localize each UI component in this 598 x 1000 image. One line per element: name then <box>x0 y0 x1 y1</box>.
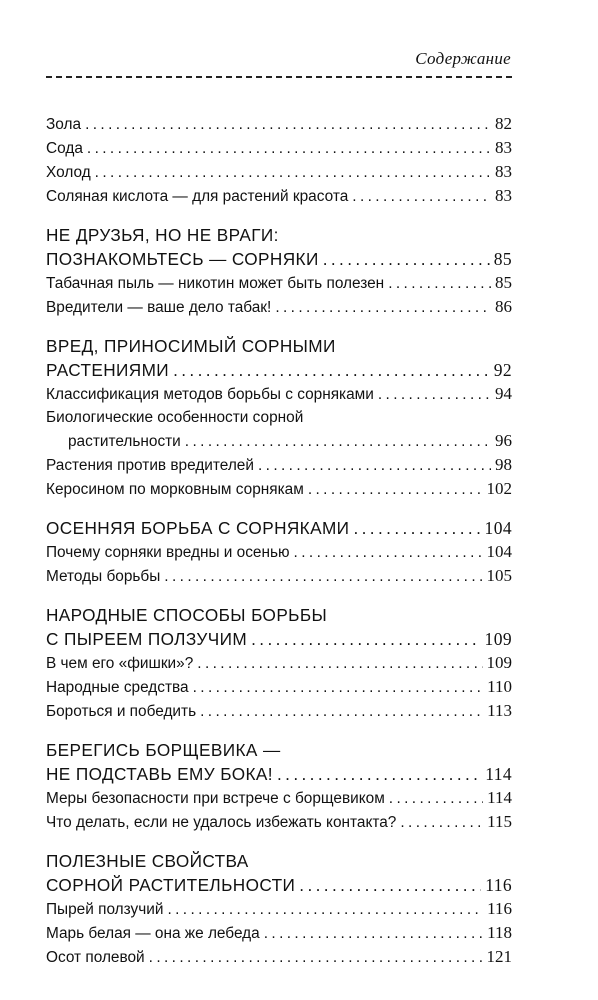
toc-entry <box>46 786 512 810</box>
toc-entry <box>46 382 512 406</box>
toc-entry-title: Растения против вредителей <box>46 457 254 474</box>
dot-leader <box>164 565 482 588</box>
chapter-page: 114 <box>485 764 512 784</box>
toc-entry <box>46 921 512 945</box>
toc-entry <box>46 453 512 477</box>
toc-entry-title: Бороться и победить <box>46 703 197 720</box>
dot-leader <box>251 627 480 651</box>
dot-leader <box>299 873 481 897</box>
dot-leader <box>277 762 481 786</box>
dot-leader <box>264 922 483 945</box>
toc-entry-title: Табачная пыль — никотин может быть полезен <box>46 275 385 292</box>
toc-entry <box>46 540 512 564</box>
toc-entry-page: 104 <box>486 542 512 561</box>
toc-entry <box>46 429 512 453</box>
chapter-title: НЕ ДРУЗЬЯ, НО НЕ ВРАГИ: <box>46 225 279 245</box>
chapter-title: ПОЛЕЗНЫЕ СВОЙСТВА <box>46 851 249 871</box>
toc-entry-page: 110 <box>487 677 512 696</box>
toc-entry <box>46 675 512 699</box>
toc-entry <box>46 477 512 501</box>
toc-entry-page: 94 <box>495 384 512 403</box>
chapter-title: НЕ ПОДСТАВЬ ЕМУ БОКА! <box>46 764 273 784</box>
dot-leader <box>149 946 483 969</box>
section-gap <box>46 723 512 738</box>
toc-entry-title: Меры безопасности при встрече с борщевиком <box>46 790 385 807</box>
toc-entry-title: Холод <box>46 164 91 181</box>
dot-leader <box>200 700 483 723</box>
toc-entry-page: 114 <box>487 788 512 807</box>
chapter-page: 104 <box>484 518 512 538</box>
dot-leader <box>197 652 482 675</box>
dot-leader <box>193 676 484 699</box>
toc-entry-page: 83 <box>495 186 512 205</box>
toc-entry-page: 82 <box>495 114 512 133</box>
toc-entry-title: Методы борьбы <box>46 568 161 585</box>
chapter-title: БЕРЕГИСЬ БОРЩЕВИКА — <box>46 740 281 760</box>
table-of-contents <box>46 112 512 969</box>
chapter-entry <box>46 627 512 651</box>
dot-leader <box>389 787 483 810</box>
toc-entry <box>46 945 512 969</box>
toc-entry-title: Почему сорняки вредны и осенью <box>46 544 290 561</box>
toc-entry <box>46 564 512 588</box>
chapter-page: 92 <box>493 360 512 380</box>
toc-entry-title: Биологические особенности сорной <box>46 409 304 426</box>
toc-entry-title: Классификация методов борьбы с сорняками <box>46 386 374 403</box>
toc-entry <box>46 897 512 921</box>
toc-entry <box>46 160 512 184</box>
dot-leader <box>258 454 491 477</box>
toc-entry-page: 105 <box>486 566 512 585</box>
chapter-title: ОСЕННЯЯ БОРЬБА С СОРНЯКАМИ <box>46 518 350 538</box>
dot-leader <box>323 247 490 271</box>
chapter-entry <box>46 358 512 382</box>
toc-entry-page: 85 <box>495 273 512 292</box>
dot-leader <box>85 113 491 136</box>
header-dashed-rule <box>46 76 512 78</box>
dot-leader <box>95 161 491 184</box>
chapter-title: НАРОДНЫЕ СПОСОБЫ БОРЬБЫ <box>46 605 328 625</box>
dot-leader <box>87 137 491 160</box>
toc-entry <box>46 136 512 160</box>
toc-entry-page: 118 <box>487 923 512 942</box>
toc-entry-page: 102 <box>486 479 512 498</box>
running-head: Содержание <box>415 49 511 68</box>
toc-entry-title: Осот полевой <box>46 949 145 966</box>
toc-entry-title: Марь белая — она же лебеда <box>46 925 260 942</box>
toc-entry-title: Сода <box>46 140 83 157</box>
section-gap <box>46 319 512 334</box>
chapter-page: 85 <box>493 249 512 269</box>
chapter-entry <box>46 762 512 786</box>
dot-leader <box>400 811 483 834</box>
dot-leader <box>275 296 491 319</box>
toc-entry <box>46 271 512 295</box>
toc-entry <box>46 810 512 834</box>
toc-entry-page: 86 <box>495 297 512 316</box>
dot-leader <box>352 185 491 208</box>
toc-entry-page: 109 <box>486 653 512 672</box>
dot-leader <box>353 516 480 540</box>
toc-entry-title: Зола <box>46 116 82 133</box>
dot-leader <box>388 272 491 295</box>
toc-entry-page: 83 <box>495 138 512 157</box>
toc-entry-title: Что делать, если не удалось избежать контакта? <box>46 814 397 831</box>
chapter-entry <box>46 516 512 540</box>
dot-leader <box>167 898 483 921</box>
section-gap <box>46 208 512 223</box>
toc-entry <box>46 295 512 319</box>
section-gap <box>46 588 512 603</box>
chapter-title: СОРНОЙ РАСТИТЕЛЬНОСТИ <box>46 875 296 895</box>
toc-entry <box>46 112 512 136</box>
chapter-page: 109 <box>484 629 512 649</box>
toc-entry-page: 121 <box>486 947 512 966</box>
toc-entry-page: 113 <box>487 701 512 720</box>
toc-entry-page: 116 <box>487 899 512 918</box>
toc-entry <box>46 651 512 675</box>
dot-leader <box>308 478 483 501</box>
dot-leader <box>378 383 491 406</box>
chapter-entry <box>46 873 512 897</box>
toc-entry-title: Вредители — ваше дело табак! <box>46 299 272 316</box>
toc-entry-title: В чем его «фишки»? <box>46 655 194 672</box>
chapter-entry <box>46 247 512 271</box>
toc-entry-page: 115 <box>487 812 512 831</box>
chapter-title: ВРЕД, ПРИНОСИМЫЙ СОРНЫМИ <box>46 336 336 356</box>
toc-entry-title: Пырей ползучий <box>46 901 164 918</box>
section-gap <box>46 501 512 516</box>
dot-leader <box>185 430 491 453</box>
toc-entry-title: Соляная кислота — для растений красота <box>46 188 349 205</box>
toc-entry-title: растительности <box>68 433 181 450</box>
dot-leader <box>294 541 483 564</box>
toc-entry-title: Народные средства <box>46 679 189 696</box>
toc-entry-page: 96 <box>495 431 512 450</box>
toc-entry <box>46 699 512 723</box>
chapter-title: С ПЫРЕЕМ ПОЛЗУЧИМ <box>46 629 248 649</box>
toc-entry-title: Керосином по морковным сорнякам <box>46 481 304 498</box>
chapter-title: РАСТЕНИЯМИ <box>46 360 170 380</box>
chapter-page: 116 <box>485 875 512 895</box>
toc-entry <box>46 184 512 208</box>
chapter-title: ПОЗНАКОМЬТЕСЬ — СОРНЯКИ <box>46 249 319 269</box>
toc-entry-page: 98 <box>495 455 512 474</box>
section-gap <box>46 834 512 849</box>
dot-leader <box>173 358 490 382</box>
toc-entry-page: 83 <box>495 162 512 181</box>
